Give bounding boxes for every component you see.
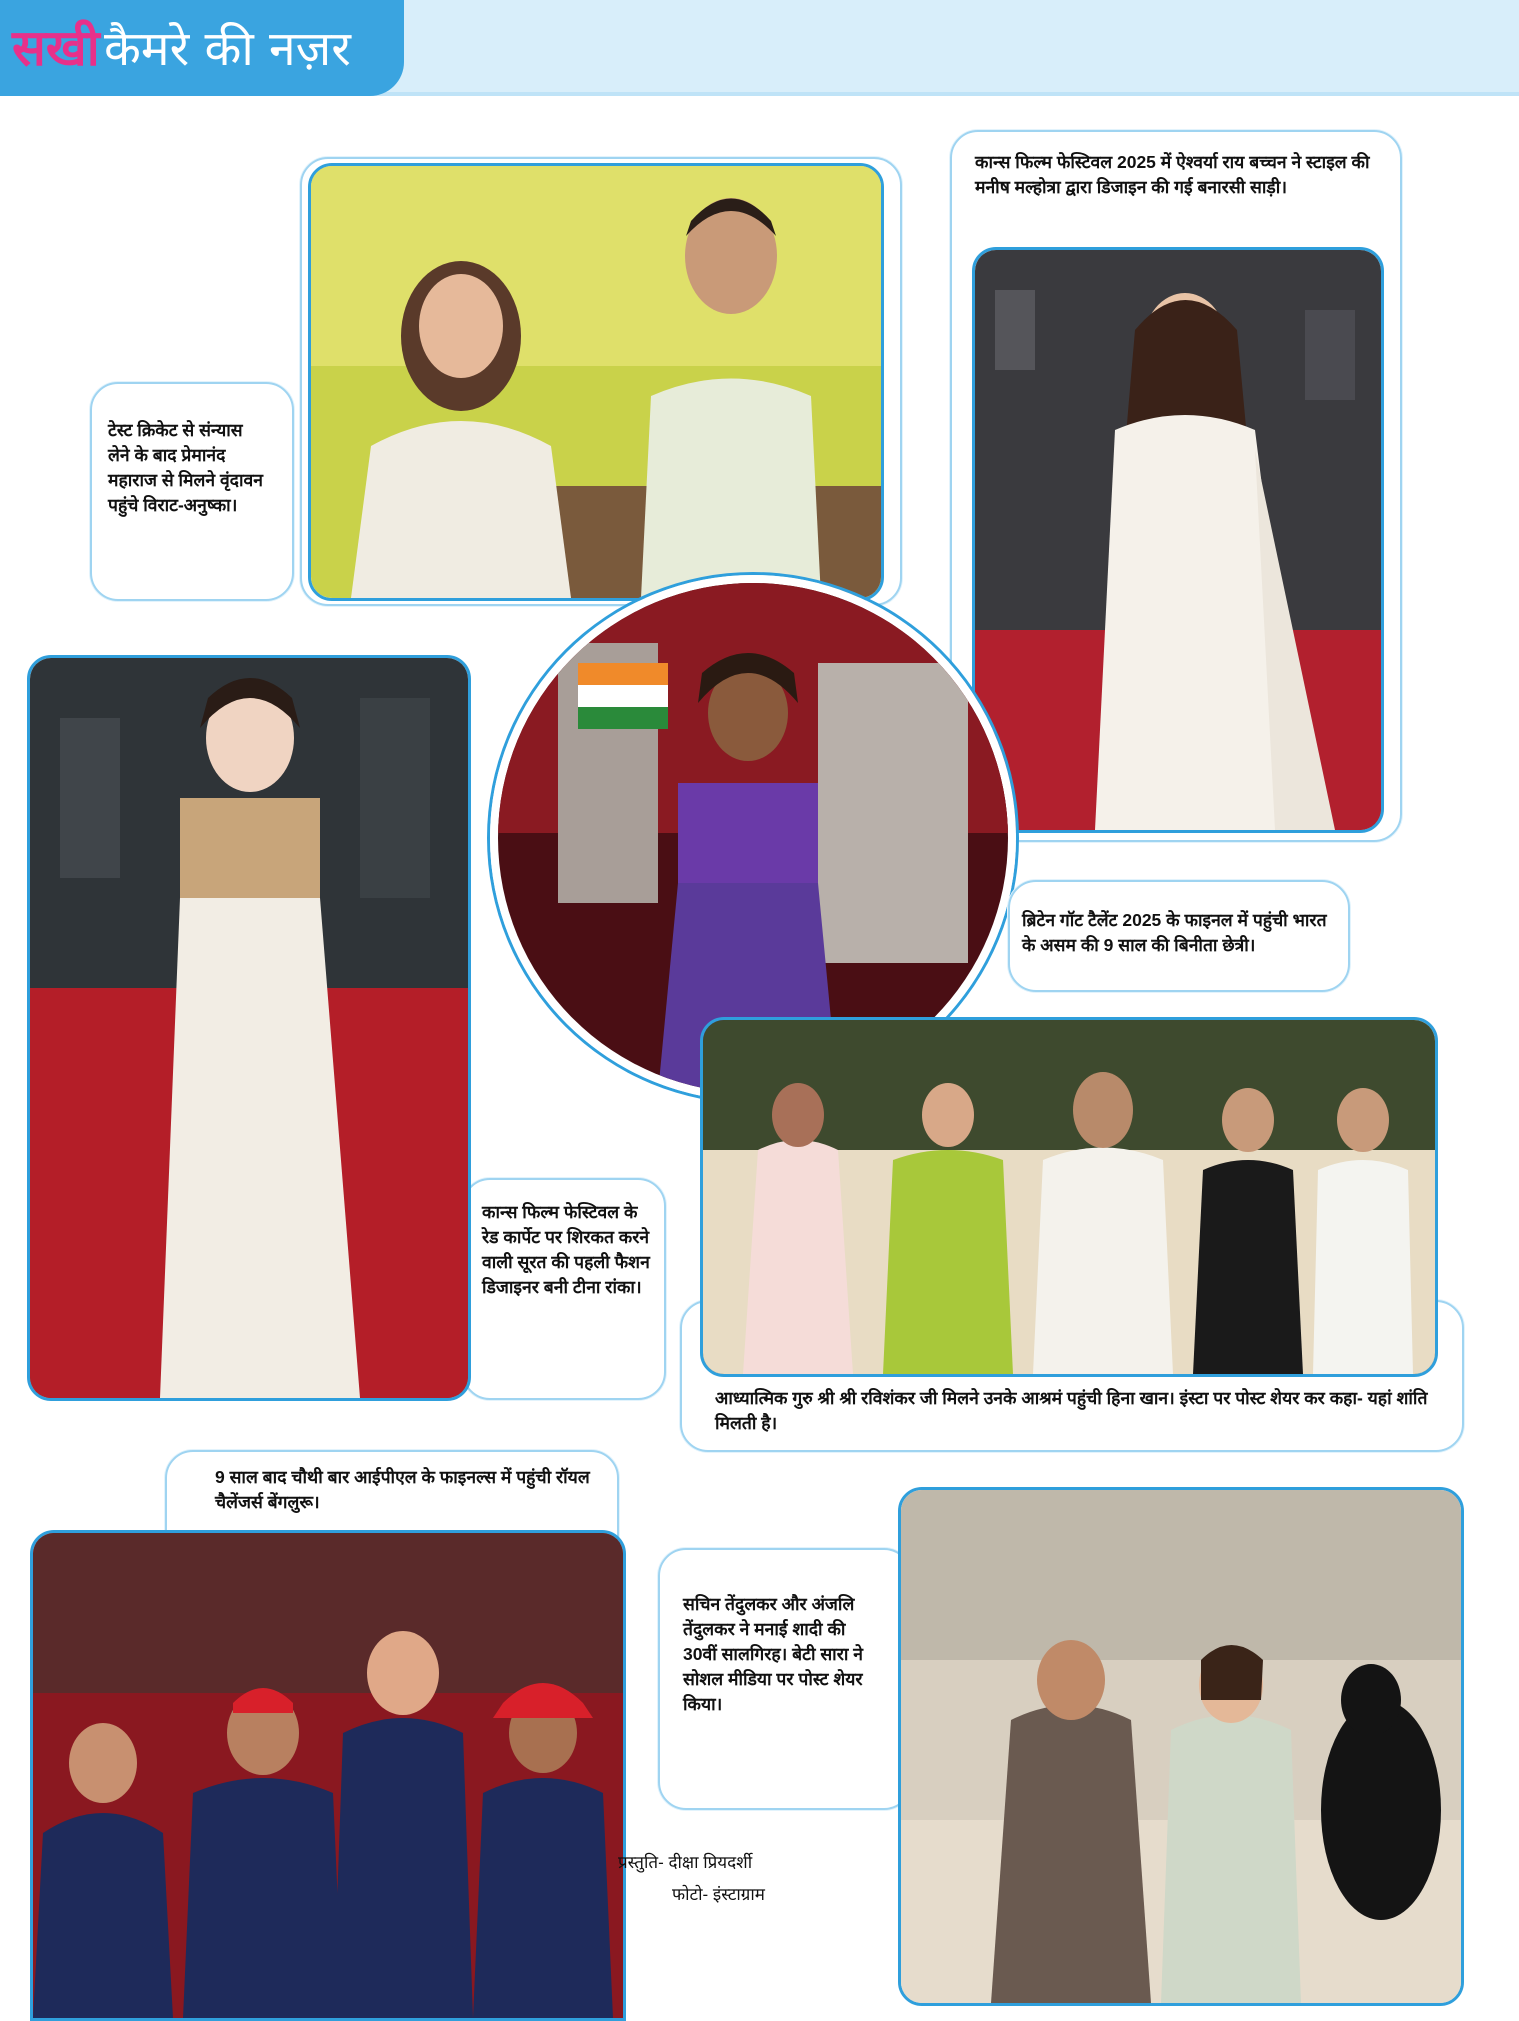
caption-virat-anushka: टेस्ट क्रिकेट से संन्यास लेने के बाद प्रेमानंद महाराज से मिलने वृंदावन पहुंचे विराट-अनुष्का। [108, 420, 263, 515]
photo-tina-ranka [27, 655, 471, 1401]
section-header [0, 0, 404, 96]
photo-virat-anushka [308, 163, 884, 601]
caption-sachin: सचिन तेंदुलकर और अंजलि तेंदुलकर ने मनाई शादी की 30वीं सालगिरह। बेटी सारा ने सोशल मीडिया पर पोस्ट शेयर किया। [683, 1594, 863, 1714]
caption-aishwarya: कान्स फिल्म फेस्टिवल 2025 में ऐश्वर्या राय बच्चन ने स्टाइल की मनीष मल्होत्रा द्वारा डिजाइन की गई बनारसी साड़ी। [975, 152, 1370, 197]
section-brand: सखी [12, 18, 100, 77]
caption-binita: ब्रिटेन गॉट टैलेंट 2025 के फाइनल में पहुंची भारत के असम की 9 साल की बिनीता छेत्री। [1022, 910, 1327, 955]
photo-rcb [30, 1530, 626, 2021]
caption-rcb: 9 साल बाद चौथी बार आईपीएल के फाइनल्स में पहुंची रॉयल चैलेंजर्स बेंगलुरू। [215, 1467, 590, 1512]
section-title: कैमरे की नज़र [104, 21, 351, 77]
caption-tina-ranka: कान्स फिल्म फेस्टिवल के रेड कार्पेट पर शिरकत करने वाली सूरत की पहली फैशन डिजाइनर बनी टीना रांका। [482, 1202, 650, 1297]
credit-presenter: प्रस्तुति- दीक्षा प्रियदर्शी [618, 1853, 753, 1872]
photo-hina-khan [700, 1017, 1438, 1377]
photo-sachin [898, 1487, 1464, 2006]
credit-photo: फोटो- इंस्टाग्राम [672, 1885, 765, 1904]
photo-aishwarya [972, 247, 1384, 833]
caption-hina-khan: आध्यात्मिक गुरु श्री श्री रविशंकर जी मिलने उनके आश्रमं पहुंची हिना खान। इंस्टा पर पोस्ट शेयर कर कहा- यहां शांति मिलती है। [715, 1388, 1428, 1433]
